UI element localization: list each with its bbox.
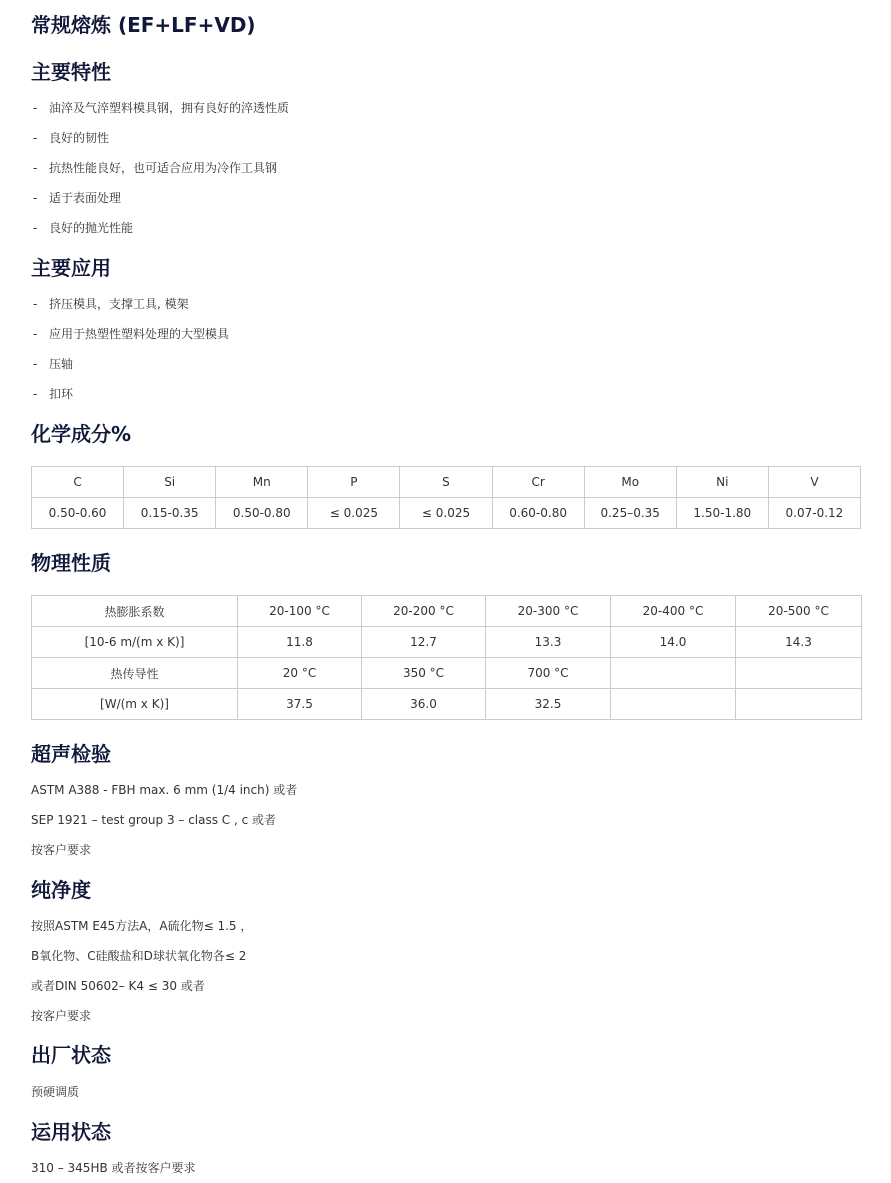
table-row: [32, 658, 862, 689]
ultrasonic-line: 按客户要求: [31, 843, 92, 857]
purity-line: 按照ASTM E45方法A，A硫化物≤ 1.5 ，: [31, 919, 253, 933]
table-header-cell: V: [768, 467, 860, 498]
purity-heading: 纯净度: [31, 878, 91, 902]
table-cell: 11.8: [238, 627, 362, 658]
list-item: - 油淬及气淬塑料模具钢，拥有良好的淬透性质: [33, 101, 290, 115]
ultrasonic-heading: 超声检验: [31, 742, 111, 766]
table-cell: 32.5: [486, 689, 611, 720]
table-cell: 0.50-0.60: [32, 498, 124, 529]
table-cell: 1.50-1.80: [676, 498, 768, 529]
table-cell: 20 °C: [238, 658, 362, 689]
table-cell: 700 °C: [486, 658, 611, 689]
purity-line: 按客户要求: [31, 1009, 92, 1023]
list-item: - 良好的抛光性能: [33, 221, 134, 235]
table-row: [32, 596, 862, 627]
table-header-cell: Mo: [584, 467, 676, 498]
features-heading: 主要特性: [31, 60, 111, 84]
purity-line: B氧化物、C硅酸盐和D球状氧化物各≤ 2: [31, 949, 247, 963]
table-row: [32, 498, 861, 529]
table-header-cell: C: [32, 467, 124, 498]
service-heading: 运用状态: [31, 1120, 111, 1144]
physical-table: [31, 595, 862, 720]
delivery-heading: 出厂状态: [31, 1043, 111, 1067]
list-item: - 良好的韧性: [33, 131, 110, 145]
table-header-cell: Si: [124, 467, 216, 498]
list-item: - 扣环: [33, 387, 74, 401]
table-cell: 20-300 °C: [486, 596, 611, 627]
table-cell: 0.07-0.12: [768, 498, 860, 529]
list-item: - 压轴: [33, 357, 74, 371]
chemistry-heading: 化学成分%: [31, 422, 132, 446]
table-header-cell: P: [308, 467, 400, 498]
table-row: [32, 467, 861, 498]
table-cell: 0.50-0.80: [216, 498, 308, 529]
table-cell: ≤ 0.025: [400, 498, 492, 529]
purity-line: 或者DIN 50602– K4 ≤ 30 或者: [31, 979, 205, 993]
table-cell: [W/(m x K)]: [32, 689, 238, 720]
table-header-cell: Mn: [216, 467, 308, 498]
table-cell: 0.15-0.35: [124, 498, 216, 529]
list-item: - 抗热性能良好，也可适合应用为冷作工具钢: [33, 161, 278, 175]
table-cell: 0.25–0.35: [584, 498, 676, 529]
list-item: - 应用于热塑性塑料处理的大型模具: [33, 327, 230, 341]
table-cell: 20-500 °C: [736, 596, 862, 627]
table-cell: 12.7: [362, 627, 486, 658]
table-row: [32, 627, 862, 658]
table-cell: 热膨胀系数: [32, 596, 238, 627]
table-cell: 20-200 °C: [362, 596, 486, 627]
table-cell: 20-100 °C: [238, 596, 362, 627]
table-cell: 20-400 °C: [611, 596, 736, 627]
table-cell: [736, 689, 862, 720]
table-cell: 0.60-0.80: [492, 498, 584, 529]
applications-heading: 主要应用: [31, 256, 111, 280]
service-line: 310 – 345HB 或者按客户要求: [31, 1161, 196, 1175]
list-item: - 挤压模具，支撑工具, 模架: [33, 297, 189, 311]
table-cell: [10-6 m/(m x K)]: [32, 627, 238, 658]
table-cell: [611, 658, 736, 689]
table-header-cell: Cr: [492, 467, 584, 498]
table-cell: ≤ 0.025: [308, 498, 400, 529]
delivery-line: 预硬调质: [31, 1085, 80, 1099]
table-cell: 36.0: [362, 689, 486, 720]
table-row: [32, 689, 862, 720]
physical-heading: 物理性质: [31, 551, 111, 575]
chemistry-table: [31, 466, 861, 529]
table-cell: 37.5: [238, 689, 362, 720]
ultrasonic-line: ASTM A388 - FBH max. 6 mm (1/4 inch) 或者: [31, 783, 298, 797]
list-item: - 适于表面处理: [33, 191, 122, 205]
page-title: 常规熔炼 (EF+LF+VD): [31, 13, 256, 37]
table-header-cell: Ni: [676, 467, 768, 498]
table-cell: 14.3: [736, 627, 862, 658]
table-cell: 350 °C: [362, 658, 486, 689]
ultrasonic-line: SEP 1921 – test group 3 – class C , c 或者: [31, 813, 277, 827]
table-cell: 热传导性: [32, 658, 238, 689]
table-cell: 14.0: [611, 627, 736, 658]
table-header-cell: S: [400, 467, 492, 498]
table-cell: [736, 658, 862, 689]
table-cell: 13.3: [486, 627, 611, 658]
table-cell: [611, 689, 736, 720]
